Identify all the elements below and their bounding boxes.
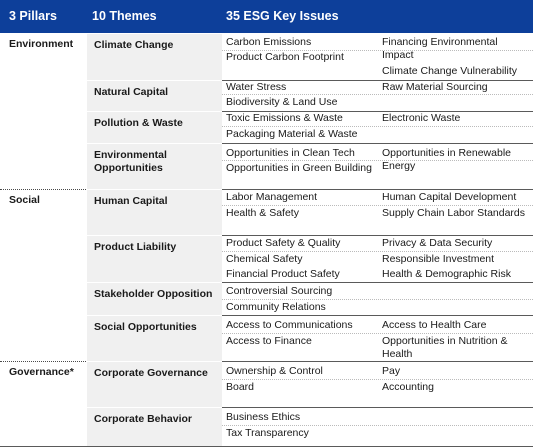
key-issue: Carbon Emissions [226, 36, 312, 48]
theme-cell [86, 80, 222, 111]
theme-cell [86, 407, 222, 446]
issues-cell [222, 80, 533, 111]
issues-cell [222, 315, 533, 361]
pillar-governance [0, 361, 86, 446]
key-issue: Accounting [382, 381, 434, 393]
theme-cell [86, 315, 222, 361]
theme-label: Stakeholder Opposition [94, 288, 213, 300]
key-issue: Tax Transparency [226, 427, 309, 439]
header-issues: 35 ESG Key Issues [226, 9, 339, 23]
theme-label: Corporate Behavior [94, 413, 193, 425]
theme-label: Human Capital [94, 195, 168, 207]
theme-cell [86, 189, 222, 235]
pillar-label: Social [9, 194, 40, 206]
issues-cell [222, 407, 533, 446]
key-issue: Ownership & Control [226, 365, 323, 377]
key-issue: Health & Safety [226, 207, 299, 219]
header-themes: 10 Themes [92, 9, 157, 23]
key-issue: Product Safety & Quality [226, 237, 341, 249]
key-issue: Access to Finance [226, 335, 312, 347]
theme-label: Product Liability [94, 241, 177, 253]
pillar-environment [0, 33, 86, 190]
key-issue: Opportunities in Green Building [226, 162, 372, 174]
key-issue: Supply Chain Labor Standards [382, 207, 526, 219]
theme-label: Social Opportunities [94, 321, 197, 333]
key-issue: Electronic Waste [382, 112, 461, 124]
issue-separator [222, 379, 533, 380]
theme-label: Climate Change [94, 39, 174, 51]
key-issue: Raw Material Sourcing [382, 81, 488, 93]
issue-separator [222, 333, 533, 334]
key-issue: Climate Change Vulnerability [382, 65, 518, 77]
theme-label: Environmental Opportunities [94, 149, 167, 174]
theme-cell [86, 111, 222, 143]
key-issue: Toxic Emissions & Waste [226, 112, 343, 124]
issue-separator [222, 126, 533, 127]
issue-separator [222, 50, 533, 51]
issues-cell [222, 235, 533, 282]
theme-cell [86, 282, 222, 315]
key-issue: Human Capital Development [382, 191, 517, 203]
key-issue: Health & Demographic Risk [382, 268, 511, 280]
key-issue: Financial Product Safety [226, 268, 340, 280]
issue-separator [222, 299, 533, 300]
issues-cell [222, 189, 533, 235]
key-issue: Product Carbon Footprint [226, 51, 344, 63]
pillar-social [0, 189, 86, 362]
issues-cell [222, 33, 533, 80]
theme-label: Corporate Governance [94, 367, 208, 379]
key-issue: Controversial Sourcing [226, 285, 333, 297]
theme-label: Pollution & Waste [94, 117, 183, 129]
theme-cell [86, 361, 222, 407]
theme-label: Natural Capital [94, 86, 169, 98]
key-issue: Biodiversity & Land Use [226, 96, 338, 108]
header-pillars: 3 Pillars [9, 9, 57, 23]
key-issue: Packaging Material & Waste [226, 128, 358, 140]
table-header [0, 0, 533, 33]
issue-separator [222, 160, 533, 161]
key-issue: Water Stress [226, 81, 287, 93]
key-issue: Pay [382, 365, 401, 377]
issue-separator [222, 205, 533, 206]
key-issue: Opportunities in Nutrition & Health [382, 335, 508, 360]
pillar-label: Governance* [9, 366, 74, 378]
key-issue: Opportunities in Renewable Energy [382, 147, 511, 172]
key-issue: Responsible Investment [382, 253, 495, 265]
theme-cell [86, 33, 222, 80]
issue-separator [222, 94, 533, 95]
issues-cell [222, 361, 533, 407]
theme-cell [86, 143, 222, 189]
key-issue: Financing Environmental Impact [382, 36, 498, 61]
key-issue: Opportunities in Clean Tech [226, 147, 355, 159]
key-issue: Labor Management [226, 191, 318, 203]
key-issue: Privacy & Data Security [382, 237, 493, 249]
key-issue: Business Ethics [226, 411, 301, 423]
issues-cell [222, 111, 533, 143]
theme-cell [86, 235, 222, 282]
issue-separator [222, 251, 533, 252]
key-issue: Access to Communications [226, 319, 353, 331]
key-issue: Access to Health Care [382, 319, 487, 331]
issues-cell [222, 143, 533, 189]
pillar-label: Environment [9, 38, 74, 50]
key-issue: Chemical Safety [226, 253, 303, 265]
issue-separator [222, 425, 533, 426]
key-issue: Board [226, 381, 255, 393]
key-issue: Community Relations [226, 301, 326, 313]
